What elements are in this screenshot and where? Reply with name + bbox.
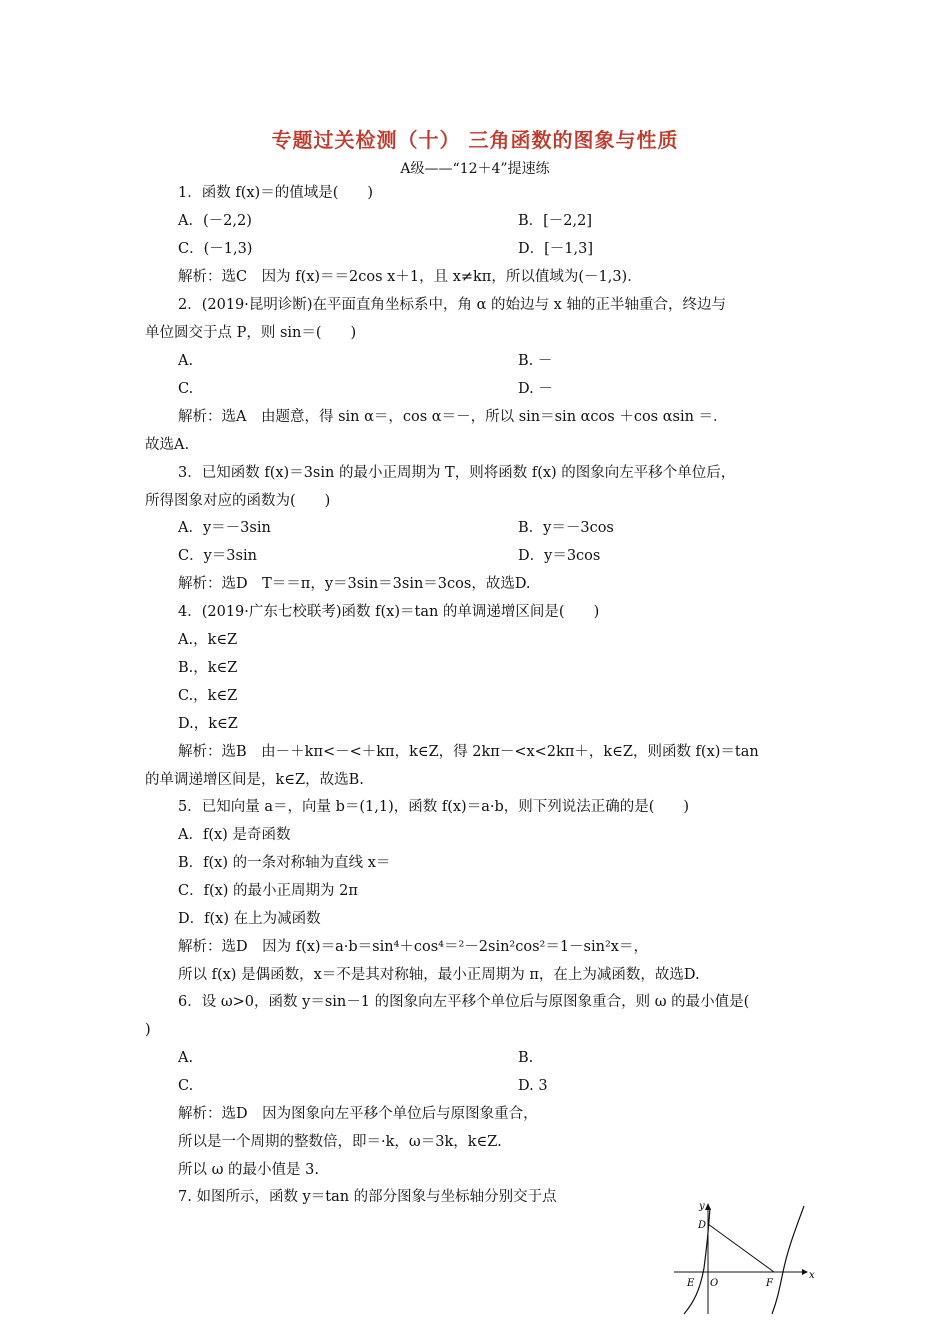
label-d: D — [698, 1220, 707, 1231]
q6-option-c: C. — [178, 1078, 194, 1094]
q1-option-b: B．[－2,2] — [518, 213, 593, 229]
label-e: E — [687, 1278, 695, 1289]
tan-branch-right — [772, 1206, 804, 1314]
q7-stem: 7. 如图所示，函数 y＝tan 的部分图象与坐标轴分别交于点 — [178, 1189, 557, 1205]
q3-stem-cont: 所得图象对应的函数为( ) — [145, 493, 331, 509]
q3-option-a: A．y＝－3sin — [178, 520, 271, 536]
q1-option-d: D．[－1,3] — [518, 241, 593, 257]
q4-analysis: 解析：选B 由－＋kπ<－<＋kπ，k∈Z，得 2kπ－<x<2kπ＋，k∈Z，则函数 f(x)＝tan — [178, 744, 759, 760]
q2-stem-cont: 单位圆交于点 P，则 sin＝( ) — [145, 325, 357, 341]
segment-df — [708, 1224, 774, 1272]
q4-option-b: B.，k∈Z — [178, 660, 238, 676]
q2-option-d: D. － — [518, 381, 553, 397]
label-o: O — [710, 1278, 719, 1289]
label-y: y — [699, 1201, 705, 1212]
q4-stem: 4．(2019·广东七校联考)函数 f(x)＝tan 的单调递增区间是( ) — [178, 604, 600, 620]
q3-option-b: B．y＝－3cos — [518, 520, 614, 536]
q5-option-a: A．f(x) 是奇函数 — [178, 827, 291, 843]
q2-option-a: A. — [178, 353, 194, 369]
page-title: 专题过关检测（十） 三角函数的图象与性质 — [271, 128, 679, 152]
q5-stem: 5．已知向量 a＝，向量 b＝(1,1)，函数 f(x)＝a·b，则下列说法正确的是( ) — [178, 799, 690, 815]
q6-option-d: D. 3 — [518, 1078, 548, 1094]
q6-analysis-cont: 所以是一个周期的整数倍，即＝·k，ω＝3k，k∈Z. — [178, 1134, 502, 1150]
q3-stem: 3．已知函数 f(x)＝3sin 的最小正周期为 T，则将函数 f(x) 的图象向左平移个单位后， — [178, 465, 736, 481]
q5-option-b: B．f(x) 的一条对称轴为直线 x＝ — [178, 855, 391, 871]
q3-option-d: D．y＝3cos — [518, 548, 601, 564]
q2-stem: 2．(2019·昆明诊断)在平面直角坐标系中，角 α 的始边与 x 轴的正半轴重合，终边与 — [178, 297, 726, 313]
tangent-graph-figure — [672, 1198, 820, 1316]
q1-analysis: 解析：选C 因为 f(x)＝＝2cos x＋1，且 x≠kπ，所以值域为(－1,3)． — [178, 269, 642, 285]
q4-option-c: C.，k∈Z — [178, 688, 238, 704]
q5-analysis-cont: 所以 f(x) 是偶函数，x＝不是其对称轴，最小正周期为 π，在上为减函数，故选D. — [178, 967, 700, 983]
q3-option-c: C．y＝3sin — [178, 548, 257, 564]
q2-analysis: 解析：选A 由题意，得 sin α＝，cos α＝－，所以 sin＝sin αcos ＋cos αsin ＝． — [178, 409, 728, 425]
q1-option-c: C．(－1,3) — [178, 241, 253, 257]
q4-analysis-cont: 的单调递增区间是，k∈Z，故选B. — [145, 772, 364, 788]
label-x: x — [809, 1270, 815, 1281]
q2-option-b: B. － — [518, 353, 553, 369]
q2-analysis-cont: 故选A. — [145, 437, 190, 453]
q4-option-a: A.，k∈Z — [178, 632, 238, 648]
x-axis-arrow — [802, 1269, 808, 1275]
q6-stem: 6．设 ω>0，函数 y＝sin－1 的图象向左平移个单位后与原图象重合，则 ω 的最小值是( — [178, 994, 750, 1010]
q2-option-c: C. — [178, 381, 194, 397]
tan-branch-left — [684, 1208, 710, 1314]
page-subtitle: A级——“12＋4”提速练 — [400, 161, 550, 177]
q6-option-b: B. — [518, 1050, 534, 1066]
q5-analysis: 解析：选D 因为 f(x)＝a·b＝sin⁴＋cos⁴＝²－2sin²cos²＝1－sin²x＝， — [178, 939, 648, 955]
q5-option-c: C．f(x) 的最小正周期为 2π — [178, 883, 358, 899]
q4-option-d: D.，k∈Z — [178, 716, 238, 732]
q5-option-d: D．f(x) 在上为减函数 — [178, 911, 321, 927]
q3-analysis: 解析：选D T＝＝π，y＝3sin＝3sin＝3cos，故选D. — [178, 576, 531, 592]
q6-option-a: A. — [178, 1050, 194, 1066]
q6-analysis-conclusion: 所以 ω 的最小值是 3. — [178, 1162, 319, 1178]
label-f: F — [766, 1278, 773, 1289]
q1-stem: 1．函数 f(x)＝的值域是( ) — [178, 185, 374, 201]
q6-stem-cont: ) — [145, 1022, 151, 1038]
q6-analysis: 解析：选D 因为图象向左平移个单位后与原图象重合， — [178, 1106, 538, 1122]
q1-option-a: A．(－2,2) — [178, 213, 252, 229]
